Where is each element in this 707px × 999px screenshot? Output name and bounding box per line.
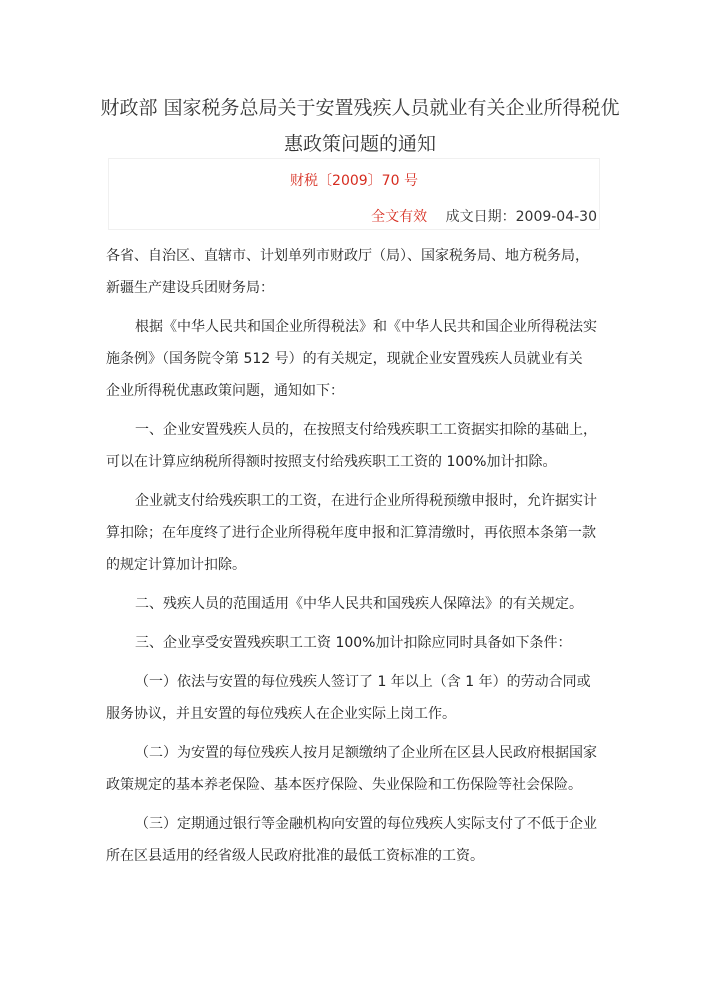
paragraph-article-1-detail	[106, 485, 602, 581]
paragraph-addressees	[106, 240, 602, 304]
body-line: 根据《中华人民共和国企业所得税法》和《中华人民共和国企业所得税法实	[135, 319, 597, 335]
title-line-2: 惠政策问题的通知	[283, 133, 436, 155]
paragraph-condition-1	[106, 666, 602, 730]
paragraph-article-1	[106, 414, 602, 478]
body-line: （一）依法与安置的每位残疾人签订了 1 年以上（含 1 年）的劳动合同或	[135, 674, 591, 690]
paragraph-condition-3	[106, 808, 602, 872]
paragraph-article-3	[106, 627, 602, 659]
paragraph-condition-2	[106, 737, 602, 801]
title-line-1: 财政部 国家税务总局关于安置残疾人员就业有关企业所得税优	[100, 97, 620, 119]
document-meta	[371, 206, 597, 226]
paragraph-preamble	[106, 311, 602, 407]
body-line: 新疆生产建设兵团财务局：	[106, 280, 274, 296]
body-line: 的规定计算加计扣除。	[106, 557, 246, 573]
body-line: 一、企业安置残疾人员的，在按照支付给残疾职工工资据实扣除的基础上，	[135, 422, 597, 438]
paragraph-article-2	[106, 588, 602, 620]
body-line: （二）为安置的每位残疾人按月足额缴纳了企业所在区县人民政府根据国家	[135, 745, 597, 761]
body-line: 二、残疾人员的范围适用《中华人民共和国残疾人保障法》的有关规定。	[135, 596, 583, 612]
body-line: 算扣除；在年度终了进行企业所得税年度申报和汇算清缴时，再依照本条第一款	[106, 525, 596, 541]
body-line: 政策规定的基本养老保险、基本医疗保险、失业保险和工伤保险等社会保险。	[106, 777, 582, 793]
body-line: 三、企业享受安置残疾职工工资 100%加计扣除应同时具备如下条件：	[135, 635, 572, 651]
document-title	[100, 90, 620, 162]
body-line: 服务协议，并且安置的每位残疾人在企业实际上岗工作。	[106, 706, 456, 722]
document-number: 财税〔2009〕70 号	[290, 173, 418, 189]
body-line: 施条例》（国务院令第 512 号）的有关规定，现就企业安置残疾人员就业有关	[106, 351, 583, 367]
body-line: 企业所得税优惠政策问题，通知如下：	[106, 383, 344, 399]
body-line: 可以在计算应纳税所得额时按照支付给残疾职工工资的 100%加计扣除。	[106, 454, 557, 470]
validity-status: 全文有效	[371, 209, 428, 225]
document-body	[106, 240, 602, 872]
body-line: 各省、自治区、直辖市、计划单列市财政厅（局）、国家税务局、地方税务局，	[106, 248, 589, 264]
body-line: （三）定期通过银行等金融机构向安置的每位残疾人实际支付了不低于企业	[135, 816, 597, 832]
body-line: 所在区县适用的经省级人民政府批准的最低工资标准的工资。	[106, 848, 484, 864]
body-line: 企业就支付给残疾职工的工资，在进行企业所得税预缴申报时，允许据实计	[135, 493, 597, 509]
document-info-box	[108, 158, 600, 230]
issue-date: 成文日期：2009-04-30	[445, 209, 597, 225]
